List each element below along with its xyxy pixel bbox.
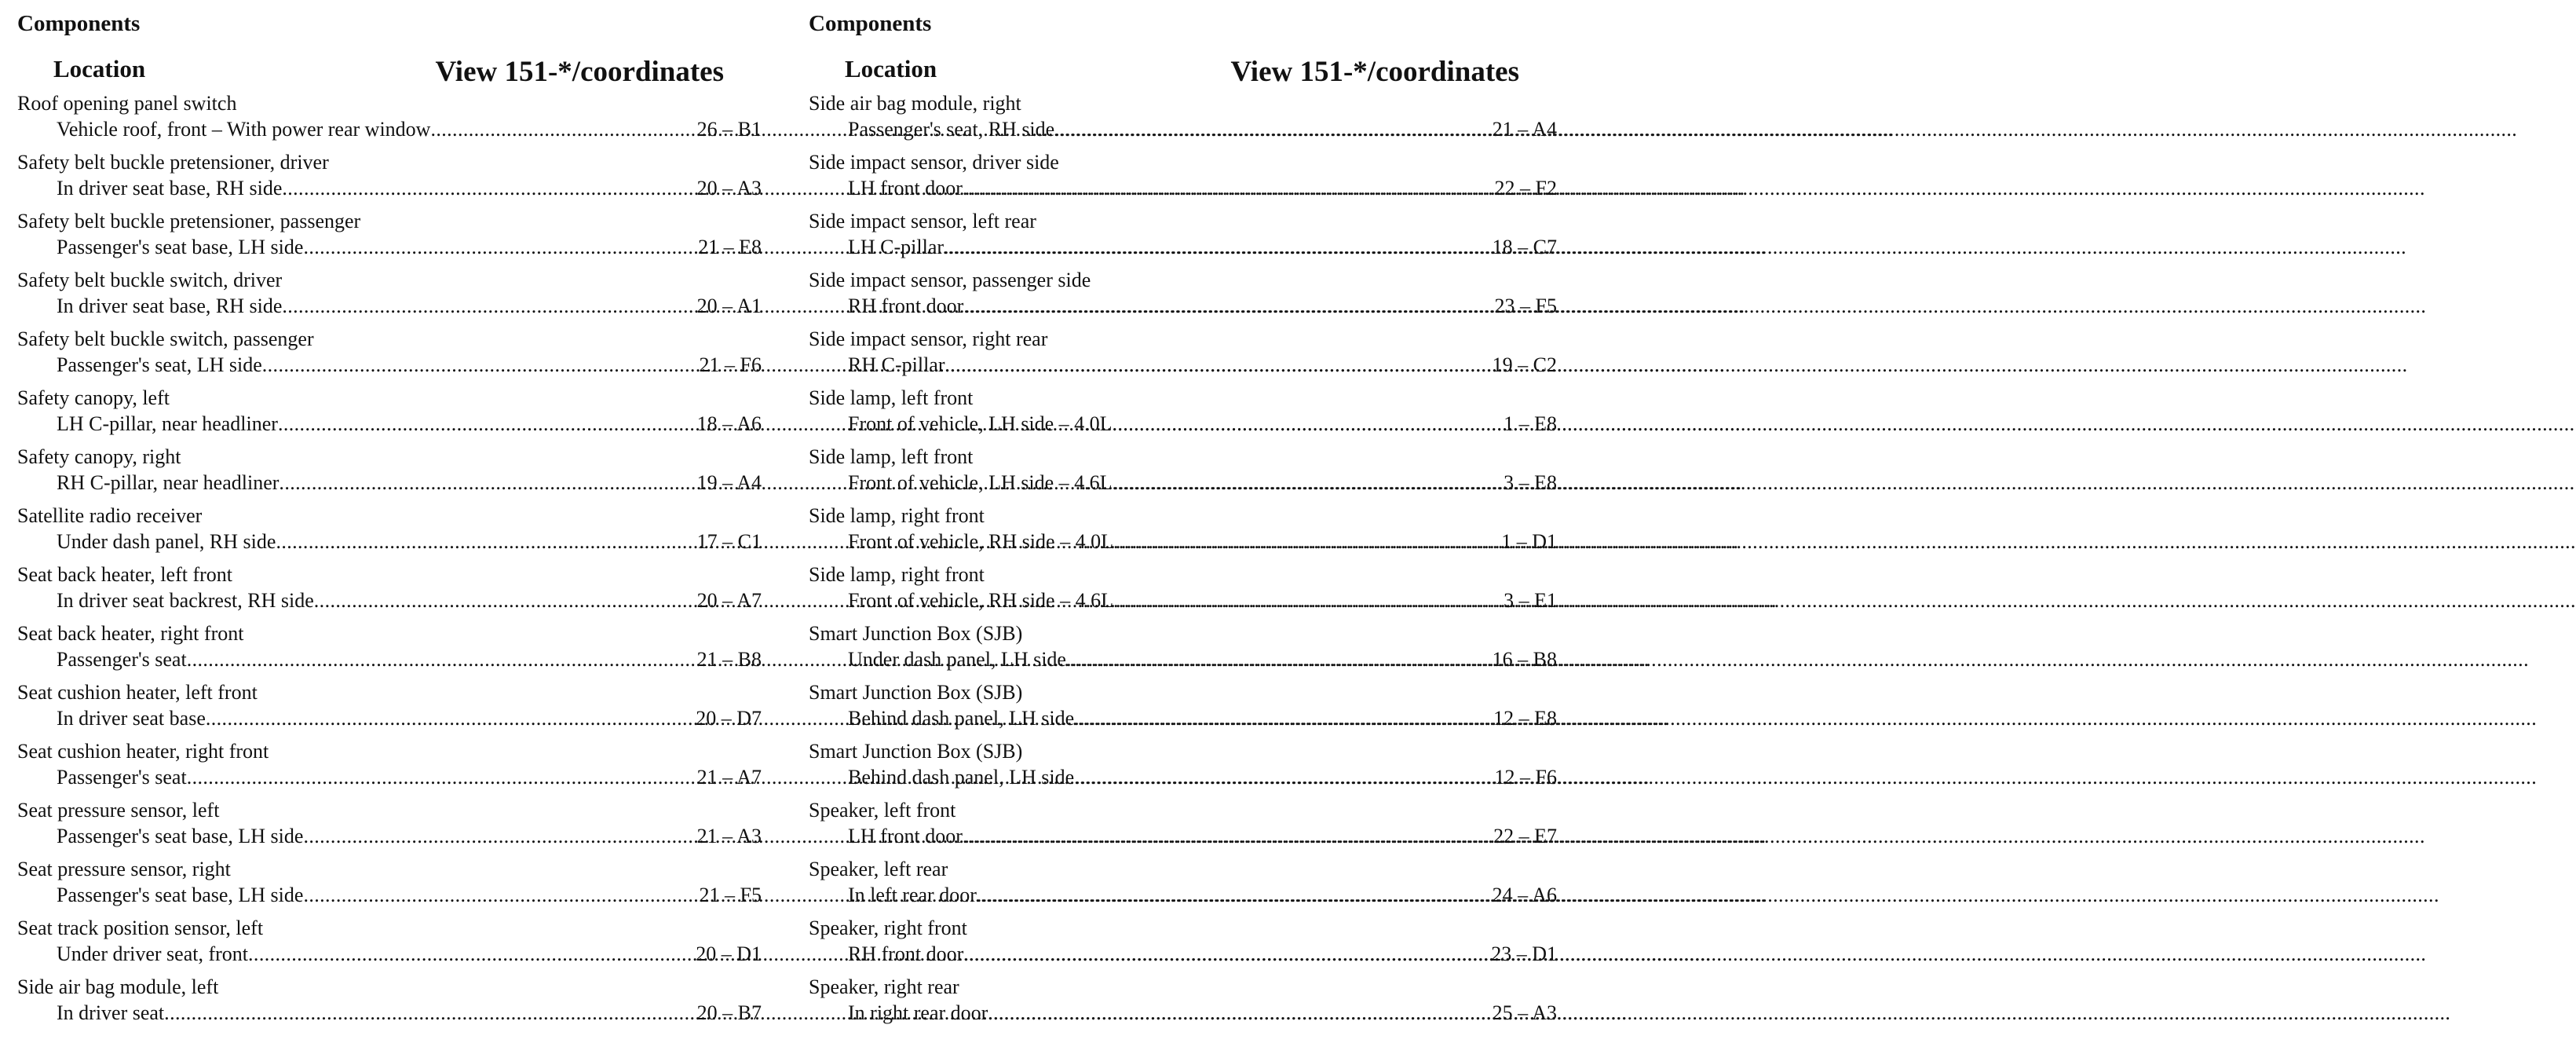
component-location-line: Passenger's seat, RH side ..... 21 – A4 xyxy=(848,116,1417,142)
component-entry xyxy=(17,385,762,444)
component-entry xyxy=(809,620,1557,679)
component-name: Safety belt buckle switch, driver xyxy=(17,269,283,291)
component-location: In driver seat base, RH side ..... xyxy=(57,175,616,201)
component-name: Roof opening panel switch xyxy=(17,92,237,115)
component-location: RH front door ..... xyxy=(848,941,1417,967)
component-location-line: RH front door ..... 23 – D1 xyxy=(848,941,1417,967)
component-name: Smart Junction Box (SJB) xyxy=(809,622,1023,645)
component-location-line: In driver seat base, RH side ..... 20 – A3 xyxy=(57,175,616,201)
component-name: Smart Junction Box (SJB) xyxy=(809,740,1023,763)
component-location-line: LH C-pillar, near headliner ..... 18 – A6 xyxy=(57,411,616,437)
component-location: Passenger's seat, RH side ..... xyxy=(848,116,1417,142)
component-location: In driver seat base ..... xyxy=(57,705,616,731)
component-location: In right rear door ..... xyxy=(848,1000,1417,1026)
component-list xyxy=(17,90,762,1033)
component-name: Safety canopy, right xyxy=(17,445,181,468)
column-header-location: Location xyxy=(845,55,937,82)
column-header-view-coordinates: View 151-*/coordinates xyxy=(435,56,724,88)
component-name: Side lamp, left front xyxy=(809,386,974,409)
column-header-location: Location xyxy=(53,55,146,82)
component-location: LH front door ..... xyxy=(848,823,1417,849)
component-entry xyxy=(809,149,1557,208)
component-entry xyxy=(809,90,1557,149)
component-location-line: Passenger's seat, LH side ..... 21 – F6 xyxy=(57,352,616,378)
component-entry xyxy=(809,444,1557,503)
component-entry xyxy=(17,738,762,797)
component-entry xyxy=(17,90,762,149)
component-entry xyxy=(809,562,1557,620)
component-location: In left rear door ..... xyxy=(848,882,1417,908)
component-entry xyxy=(809,503,1557,562)
component-location-line: Vehicle roof, front – With power rear window ..... 26 – B1 xyxy=(57,116,616,142)
component-location-line: LH front door ..... 22 – E7 xyxy=(848,823,1417,849)
section-title: Components xyxy=(17,11,141,36)
component-name: Safety belt buckle switch, passenger xyxy=(17,328,314,350)
component-list xyxy=(809,90,1557,1033)
component-location-line: LH front door ..... 22 – F2 xyxy=(848,175,1417,201)
component-location-line: RH C-pillar ..... 19 – C2 xyxy=(848,352,1417,378)
component-name: Side impact sensor, passenger side xyxy=(809,269,1091,291)
component-location-line: Passenger's seat ..... 21 – A7 xyxy=(57,764,616,790)
component-location-line: In left rear door ..... 24 – A6 xyxy=(848,882,1417,908)
component-name: Side impact sensor, left rear xyxy=(809,210,1036,232)
component-location: Front of vehicle, RH side – 4.0L ..... xyxy=(848,529,1417,554)
component-entry xyxy=(809,385,1557,444)
component-location: Passenger's seat ..... xyxy=(57,764,616,790)
component-location-line: Front of vehicle, LH side – 4.0L ..... 1 – E8 xyxy=(848,411,1417,437)
component-location-line: In driver seat ..... 20 – B7 xyxy=(57,1000,616,1026)
component-entry xyxy=(809,738,1557,797)
component-location: Under dash panel, RH side ..... xyxy=(57,529,616,554)
component-location: Passenger's seat, LH side ..... xyxy=(57,352,616,378)
component-entry xyxy=(17,797,762,856)
component-location: Behind dash panel, LH side ..... xyxy=(848,705,1417,731)
component-name: Seat back heater, right front xyxy=(17,622,244,645)
component-entry xyxy=(17,208,762,267)
component-entry xyxy=(17,503,762,562)
component-location: In driver seat base, RH side ..... xyxy=(57,293,616,319)
component-name: Seat cushion heater, left front xyxy=(17,681,258,704)
component-entry xyxy=(17,149,762,208)
component-location: Passenger's seat base, LH side ..... xyxy=(57,823,616,849)
component-location: Under dash panel, LH side ..... xyxy=(848,646,1417,672)
component-entry xyxy=(809,679,1557,738)
component-name: Side impact sensor, right rear xyxy=(809,328,1048,350)
component-location-line: Under dash panel, LH side ..... 16 – B8 xyxy=(848,646,1417,672)
component-location: Vehicle roof, front – With power rear window ..... xyxy=(57,116,616,142)
component-location: Passenger's seat base, LH side ..... xyxy=(57,882,616,908)
component-location-line: Passenger's seat base, LH side ..... 21 – F5 xyxy=(57,882,616,908)
component-location: Passenger's seat ..... xyxy=(57,646,616,672)
component-entry xyxy=(17,267,762,326)
component-location: Behind dash panel, LH side ..... xyxy=(848,764,1417,790)
component-name: Side lamp, left front xyxy=(809,445,974,468)
component-entry xyxy=(17,679,762,738)
component-location-line: RH C-pillar, near headliner ..... 19 – A4 xyxy=(57,470,616,496)
component-location-line: Front of vehicle, RH side – 4.6L ..... 3 – E1 xyxy=(848,587,1417,613)
component-entry xyxy=(809,797,1557,856)
component-name: Side impact sensor, driver side xyxy=(809,151,1059,174)
component-name: Speaker, left front xyxy=(809,799,956,822)
component-name: Safety canopy, left xyxy=(17,386,170,409)
component-name: Satellite radio receiver xyxy=(17,504,203,527)
component-location: LH C-pillar, near headliner ..... xyxy=(57,411,616,437)
component-name: Side air bag module, right xyxy=(809,92,1021,115)
component-name: Smart Junction Box (SJB) xyxy=(809,681,1023,704)
component-location-line: LH C-pillar ..... 18 – C7 xyxy=(848,234,1417,260)
component-name: Safety belt buckle pretensioner, driver xyxy=(17,151,329,174)
component-name: Seat pressure sensor, right xyxy=(17,858,231,880)
component-location: Front of vehicle, LH side – 4.6L ..... xyxy=(848,470,1417,496)
component-name: Seat pressure sensor, left xyxy=(17,799,220,822)
component-entry xyxy=(17,856,762,915)
component-location: Under driver seat, front ..... xyxy=(57,941,616,967)
component-location: Front of vehicle, RH side – 4.6L ..... xyxy=(848,587,1417,613)
component-location-line: Under driver seat, front ..... 20 – D1 xyxy=(57,941,616,967)
component-location-line: Behind dash panel, LH side ..... 12 – F6 xyxy=(848,764,1417,790)
component-entry xyxy=(809,856,1557,915)
component-entry xyxy=(809,326,1557,385)
component-location-line: In right rear door ..... 25 – A3 xyxy=(848,1000,1417,1026)
component-location-line: In driver seat backrest, RH side ..... 20 – A7 xyxy=(57,587,616,613)
component-location-line: Behind dash panel, LH side ..... 12 – E8 xyxy=(848,705,1417,731)
component-entry xyxy=(17,915,762,974)
component-location: RH C-pillar, near headliner ..... xyxy=(57,470,616,496)
component-location: LH front door ..... xyxy=(848,175,1417,201)
component-location-line: Front of vehicle, RH side – 4.0L ..... 1 – D1 xyxy=(848,529,1417,554)
component-name: Side air bag module, left xyxy=(17,975,219,998)
component-entry xyxy=(17,974,762,1033)
component-entry xyxy=(17,444,762,503)
component-location-line: RH front door ..... 23 – F5 xyxy=(848,293,1417,319)
component-location-line: Under dash panel, RH side ..... 17 – C1 xyxy=(57,529,616,554)
component-location-line: In driver seat base, RH side ..... 20 – A1 xyxy=(57,293,616,319)
component-location-line: Passenger's seat base, LH side ..... 21 – E8 xyxy=(57,234,616,260)
component-name: Speaker, left rear xyxy=(809,858,948,880)
component-entry xyxy=(809,208,1557,267)
component-name: Speaker, right rear xyxy=(809,975,959,998)
component-entry xyxy=(809,915,1557,974)
component-location-line: Passenger's seat base, LH side ..... 21 – A3 xyxy=(57,823,616,849)
component-entry xyxy=(17,620,762,679)
component-location: In driver seat ..... xyxy=(57,1000,616,1026)
component-location: In driver seat backrest, RH side ..... xyxy=(57,587,616,613)
component-name: Side lamp, right front xyxy=(809,563,985,586)
component-location-line: Front of vehicle, LH side – 4.6L ..... 3 – E8 xyxy=(848,470,1417,496)
component-location: LH C-pillar ..... xyxy=(848,234,1417,260)
component-name: Seat cushion heater, right front xyxy=(17,740,269,763)
component-entry xyxy=(809,267,1557,326)
component-location: RH front door ..... xyxy=(848,293,1417,319)
component-entry xyxy=(809,974,1557,1033)
component-location: Passenger's seat base, LH side ..... xyxy=(57,234,616,260)
component-name: Seat track position sensor, left xyxy=(17,917,264,939)
component-name: Safety belt buckle pretensioner, passenger xyxy=(17,210,361,232)
component-entry xyxy=(17,562,762,620)
component-name: Side lamp, right front xyxy=(809,504,985,527)
component-location: RH C-pillar ..... xyxy=(848,352,1417,378)
component-location-line: Passenger's seat ..... 21 – B8 xyxy=(57,646,616,672)
component-entry xyxy=(17,326,762,385)
section-title: Components xyxy=(809,11,932,36)
component-name: Speaker, right front xyxy=(809,917,967,939)
component-location: Front of vehicle, LH side – 4.0L ..... xyxy=(848,411,1417,437)
component-name: Seat back heater, left front xyxy=(17,563,232,586)
column-header-view-coordinates: View 151-*/coordinates xyxy=(1230,56,1519,88)
component-location-line: In driver seat base ..... 20 – D7 xyxy=(57,705,616,731)
